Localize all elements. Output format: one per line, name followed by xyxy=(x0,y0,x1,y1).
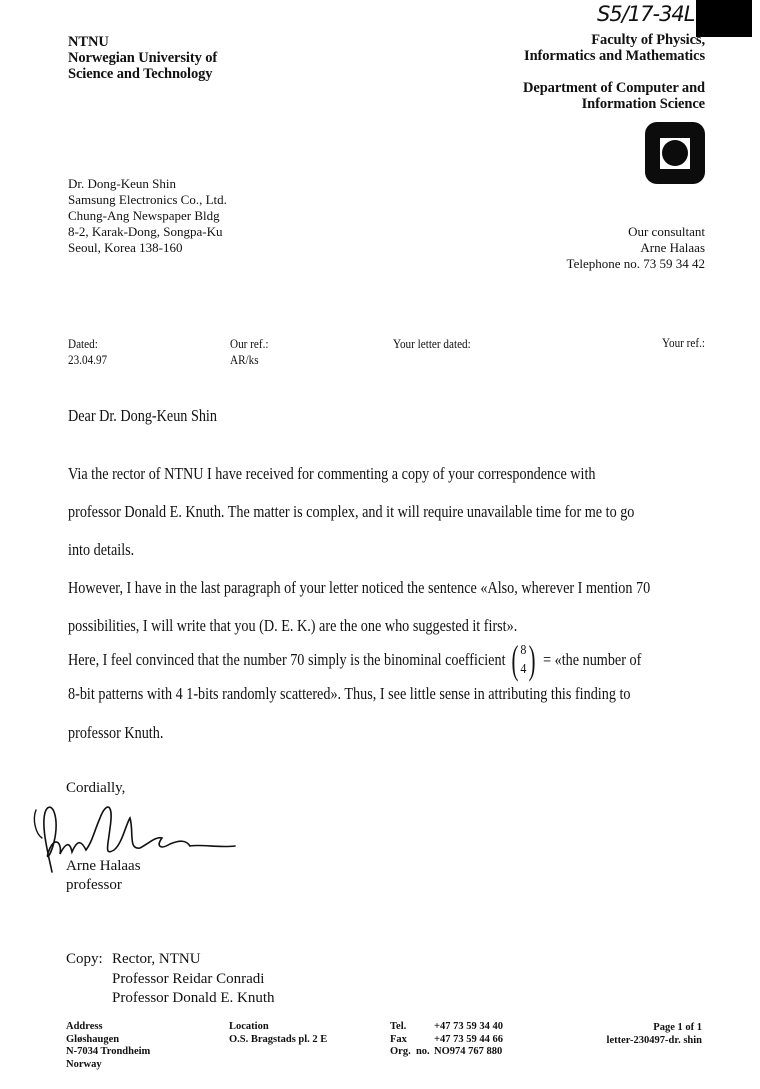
institution-line-1: Norwegian University of xyxy=(68,50,218,66)
footer-org-label: Org. no. xyxy=(390,1046,430,1057)
handwritten-reference: S5/17-34L xyxy=(597,2,695,26)
faculty-line-1: Faculty of Physics, xyxy=(591,32,705,48)
footer-tel-value: +47 73 59 34 40 xyxy=(434,1021,503,1032)
binomial-bottom: 4 xyxy=(520,662,527,677)
footer-org-value: NO974 767 880 xyxy=(434,1046,503,1057)
dated-label: Dated: xyxy=(68,336,98,351)
copy-recipient: Professor Donald E. Knuth xyxy=(112,990,275,1006)
recipient-line: Chung-Ang Newspaper Bldg xyxy=(68,208,220,223)
logo-square xyxy=(660,138,690,169)
your-ref-field xyxy=(602,335,705,351)
footer-address-line: Gløshaugen xyxy=(66,1033,120,1045)
your-letter-dated-label: Your letter dated: xyxy=(393,336,471,351)
recipient-line: Samsung Electronics Co., Ltd. xyxy=(68,192,227,207)
institution-short: NTNU xyxy=(68,34,109,50)
ntnu-logo xyxy=(645,122,705,184)
body-line: professor Knuth. xyxy=(68,723,164,742)
body-line: 8-bit patterns with 4 1-bits randomly scattered». Thus, I see little sense in attributing this finding to xyxy=(68,684,631,703)
footer-location-value: O.S. Bragstads pl. 2 E xyxy=(229,1033,328,1045)
recipient-address xyxy=(68,176,227,256)
footer-contact xyxy=(390,1021,503,1059)
left-paren: ( xyxy=(511,637,519,682)
footer-location-label: Location xyxy=(229,1021,269,1032)
body-line: into details. xyxy=(68,540,135,559)
footer-fax-value: +47 73 59 44 66 xyxy=(434,1033,503,1045)
letterhead-faculty xyxy=(385,32,705,112)
binomial-coefficient xyxy=(509,637,538,682)
our-ref-label: Our ref.: xyxy=(230,336,269,351)
consultant-block xyxy=(445,224,705,272)
body-line: possibilities, I will write that you (D. E. K.) are the one who suggested it first». xyxy=(68,616,518,635)
body-text: = «the number of xyxy=(543,650,642,669)
footer-address-line: N-7034 Trondheim xyxy=(66,1046,151,1057)
body-line: professor Donald E. Knuth. The matter is complex, and it will require unavailable time for me to go xyxy=(68,502,635,521)
consultant-telephone: Telephone no. 73 59 34 42 xyxy=(566,256,705,271)
department-line-2: Information Science xyxy=(581,96,705,112)
footer-location xyxy=(229,1021,327,1046)
recipient-line: 8-2, Karak-Dong, Songpa-Ku xyxy=(68,224,223,239)
department-line-1: Department of Computer and xyxy=(523,80,705,96)
signatory-name: Arne Halaas xyxy=(66,858,141,874)
footer-address-line: Norway xyxy=(66,1058,102,1070)
recipient-line: Seoul, Korea 138-160 xyxy=(68,240,183,255)
footer-page-info xyxy=(522,1022,702,1047)
signatory-title: professor xyxy=(66,877,122,893)
copy-recipient: Professor Reidar Conradi xyxy=(112,970,265,987)
dated-value: 23.04.97 xyxy=(68,352,108,367)
consultant-label: Our consultant xyxy=(628,224,705,239)
body-line-binomial xyxy=(68,639,641,681)
body-line: Via the rector of NTNU I have received for commenting a copy of your correspondence with xyxy=(68,464,596,483)
footer-document-id: letter-230497-dr. shin xyxy=(606,1034,702,1046)
salutation: Dear Dr. Dong-Keun Shin xyxy=(68,406,217,425)
copy-label: Copy: xyxy=(66,951,103,967)
recipient-line: Dr. Dong-Keun Shin xyxy=(68,176,176,191)
copy-recipient: Rector, NTNU xyxy=(112,951,201,967)
footer-address xyxy=(66,1021,150,1071)
your-letter-dated-field xyxy=(393,336,471,352)
our-ref-field xyxy=(230,336,268,368)
our-ref-value: AR/ks xyxy=(230,352,259,367)
right-paren: ) xyxy=(528,637,536,682)
footer-address-label: Address xyxy=(66,1021,103,1032)
valediction: Cordially, xyxy=(66,780,126,796)
consultant-name: Arne Halaas xyxy=(640,240,705,255)
body-text: Here, I feel convinced that the number 70 simply is the binominal coefficient xyxy=(68,650,506,669)
copy-list xyxy=(66,950,274,1009)
letterhead-institution xyxy=(68,34,217,82)
faculty-line-2: Informatics and Mathematics xyxy=(524,48,705,64)
your-ref-label: Your ref.: xyxy=(662,335,705,350)
footer-fax-label: Fax xyxy=(390,1033,407,1045)
footer-tel-label: Tel. xyxy=(390,1021,407,1032)
institution-line-2: Science and Technology xyxy=(68,66,213,82)
body-line: However, I have in the last paragraph of your letter noticed the sentence «Also, wherever I mention 70 xyxy=(68,578,651,597)
signatory xyxy=(66,857,141,895)
dated-field xyxy=(68,336,107,368)
binomial-top: 8 xyxy=(520,643,527,658)
footer-page-number: Page 1 of 1 xyxy=(653,1022,702,1033)
logo-circle xyxy=(662,140,688,166)
